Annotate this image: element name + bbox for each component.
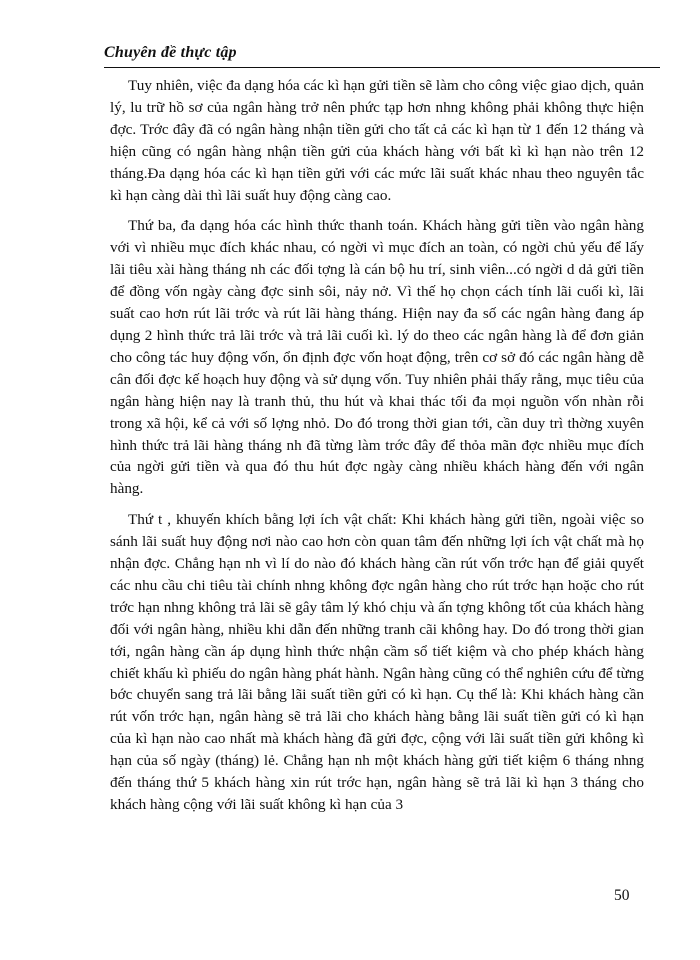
paragraph-thanh-toan: Thứ ba, đa dạng hóa các hình thức thanh toán. Khách hàng gửi tiền vào ngân hàng với vì nhiều mục đích khác nhau, có ngời vì mục đích an toàn, có ngời chủ yếu để lấy lãi tiêu xài hàng tháng nh các đối tợng là cán bộ hu trí, sinh viên...có ngời d dả gửi tiền để đồng vốn ngày càng đợc sinh sôi, nảy nở. Vì thế họ chọn cách tính lãi cuối kì, lãi suất cao hơn rút lãi trớc và rút lãi hàng tháng. Hiện nay đa số các ngân hàng đang áp dụng 2 hình thức trả lãi trớc và trả lãi cuối kì. lý do theo các ngân hàng là để đơn giản cho công tác huy động vốn, ổn định đợc vốn hoạt động, trên cơ sở đó các ngân hàng dễ cân đối đợc kế hoạch huy động và sử dụng vốn. Tuy nhiên phải thấy rằng, mục tiêu của ngân hàng hiện nay là tranh thủ, thu hút và khai thác tối đa mọi nguồn vốn nhàn rỗi trong xã hội, kể cả với số lợng nhỏ. Do đó trong thời gian tới, cần duy trì thờng xuyên hình thức trả lãi hàng tháng nh đã từng làm trớc đây để thỏa mãn đợc nhiều mục đích của ngời gửi tiền và qua đó thu hút đợc ngày càng nhiều khách hàng đến với ngân hàng. xyxy=(110,217,644,498)
page-header xyxy=(104,42,660,70)
header-rule xyxy=(104,67,660,68)
paragraph-kyhan: Tuy nhiên, việc đa dạng hóa các kì hạn gửi tiền sẽ làm cho công việc giao dịch, quản lý, lu trữ hồ sơ của ngân hàng trở nên phức tạp hơn nhng không phải không thực hiện đợc. Trớc đây đã có ngân hàng nhận tiền gửi cho tất cả các kì hạn từ 1 đến 12 tháng và hiện cũng có ngân hàng nhận tiền gửi của khách hàng với bất kì kì hạn nào trên 12 tháng.Đa dạng hóa các kì hạn tiền gửi với các mức lãi suất khác nhau theo nguyên tắc kì hạn càng dài thì lãi suất huy động càng cao. xyxy=(110,77,644,204)
document-body xyxy=(110,75,644,825)
paragraph-loi-ich: Thứ t , khuyến khích bằng lợi ích vật chất: Khi khách hàng gửi tiền, ngoài việc so sánh lãi suất huy động nơi nào cao hơn còn quan tâm đến những lợi ích vật chất mà họ nhận đợc. Chẳng hạn nh vì lí do nào đó khách hàng cần rút vốn trớc hạn để giải quyết các nhu cầu chi tiêu tài chính nhng không đợc ngân hàng cho rút trớc hạn hoặc cho rút trớc hạn nhng không trả lãi sẽ gây tâm lý khó chịu và ấn tợng không tốt của khách hàng đối với ngân hàng, nhiều khi dẫn đến những tranh cãi không hay. Do đó trong thời gian tới, ngân hàng cần áp dụng hình thức nhận cầm sổ tiết kiệm và cho phép khách hàng chiết khấu kì phiếu do ngân hàng phát hành. Ngân hàng cũng có thể nghiên cứu để từng bớc chuyển sang trả lãi bằng lãi suất tiền gửi có kì hạn. Cụ thể là: Khi khách hàng cần rút vốn trớc hạn, ngân hàng sẽ trả lãi cho khách hàng bằng lãi suất tiền gửi có kì hạn của kì hạn nào cao nhất mà khách hàng đã gửi đợc, cộng với lãi suất tiền gửi không kì hạn của số ngày (tháng) lẻ. Chẳng hạn nh một khách hàng gửi tiết kiệm 6 tháng nhng đến tháng thứ 5 khách hàng xin rút trớc hạn, ngân hàng sẽ trả lãi kì hạn 3 tháng cho khách hàng cộng với lãi suất không kì hạn của 3 xyxy=(110,511,644,813)
page-number: 50 xyxy=(614,887,630,904)
header-title: Chuyên đề thực tập xyxy=(104,44,237,61)
